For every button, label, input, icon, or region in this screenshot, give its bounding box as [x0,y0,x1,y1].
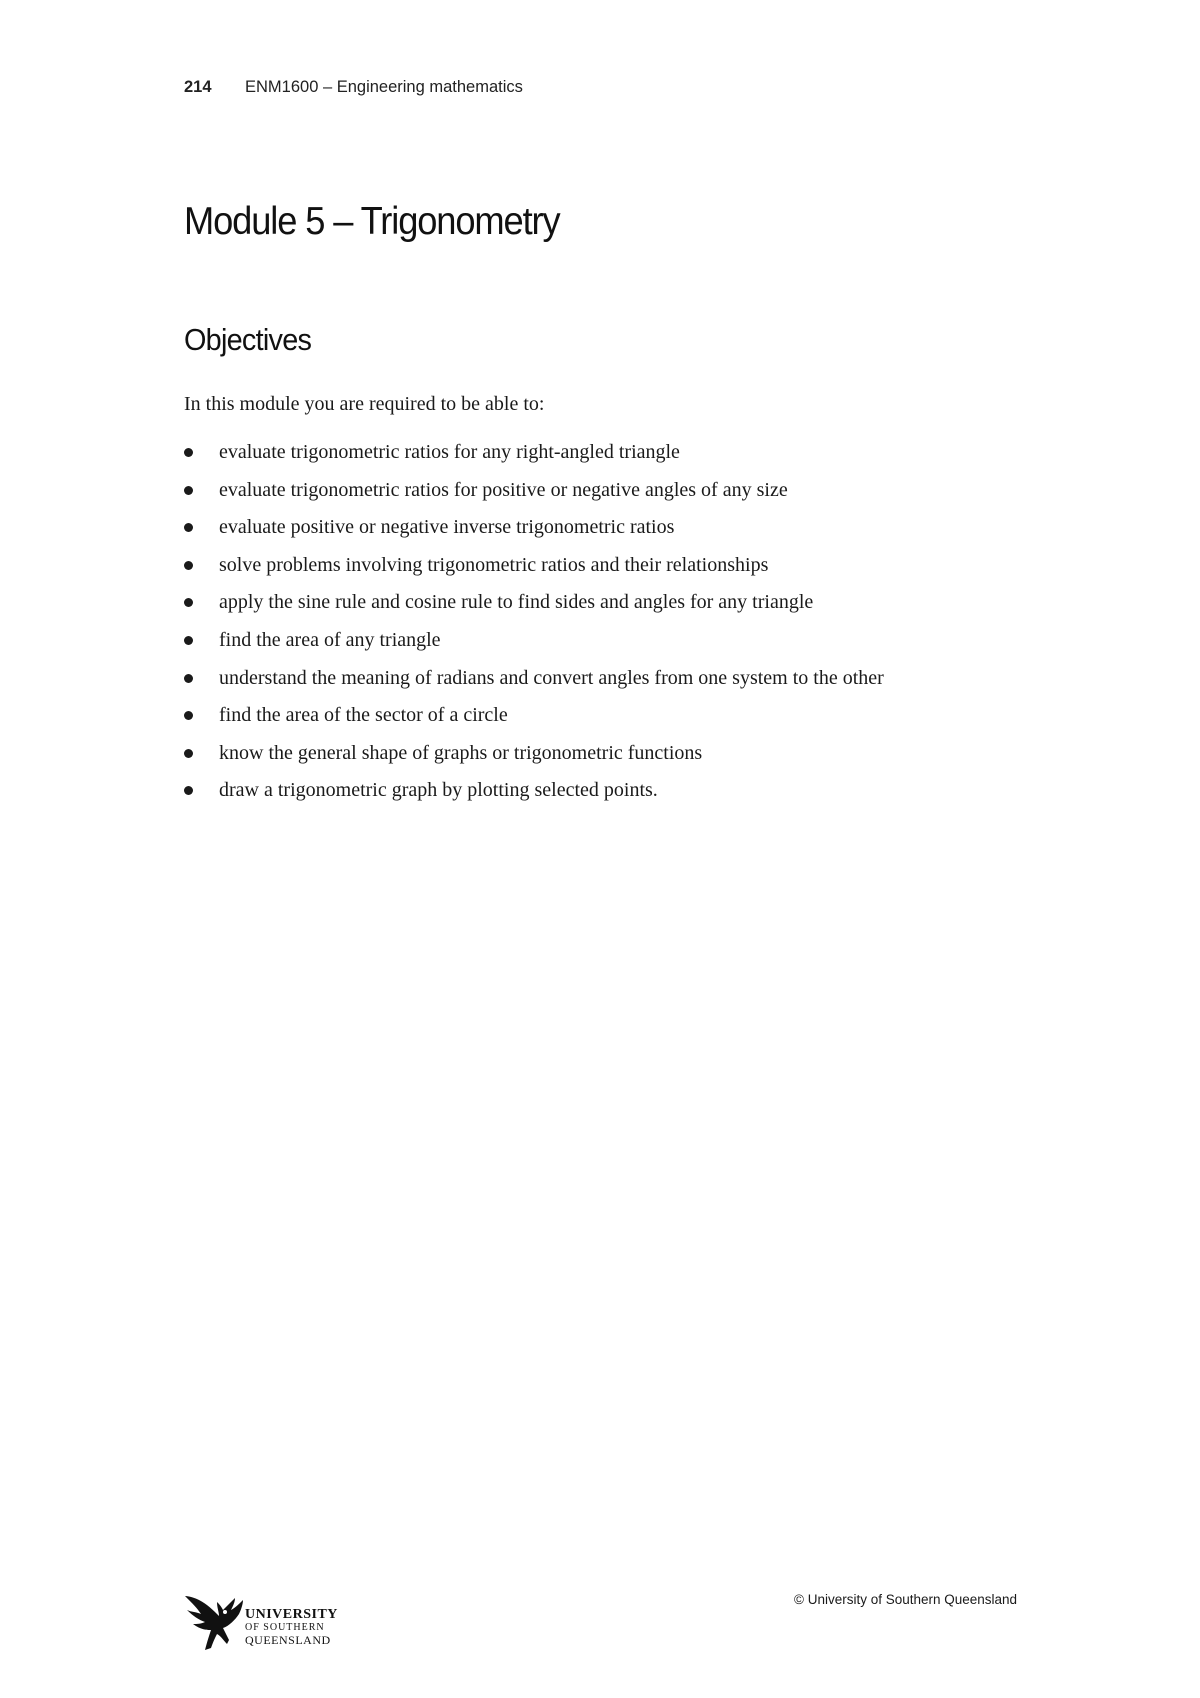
bullet-icon [184,749,193,758]
list-item: find the area of any triangle [184,628,884,666]
list-item: evaluate positive or negative inverse trigonometric ratios [184,515,884,553]
page-header [184,78,523,97]
list-item: evaluate trigonometric ratios for any right-angled triangle [184,440,884,478]
list-item: find the area of the sector of a circle [184,703,884,741]
bullet-icon [184,674,193,683]
bullet-icon [184,636,193,645]
bullet-icon [184,523,193,532]
bullet-icon [184,561,193,570]
logo-wordmark [245,1608,338,1646]
module-title: Module 5 – Trigonometry [184,200,560,243]
list-item: draw a trigonometric graph by plotting selected points. [184,778,884,816]
list-item: solve problems involving trigonometric ratios and their relationships [184,553,884,591]
bullet-icon [184,598,193,607]
bullet-icon [184,711,193,720]
list-item: apply the sine rule and cosine rule to find sides and angles for any triangle [184,590,884,628]
phoenix-icon [183,1590,245,1656]
section-heading-objectives: Objectives [184,322,312,357]
list-item: know the general shape of graphs or trigonometric functions [184,741,884,779]
logo-line-2: OF SOUTHERN [245,1622,325,1633]
objectives-list [184,440,884,816]
running-title: ENM1600 – Engineering mathematics [245,78,523,96]
intro-text: In this module you are required to be able to: [184,393,545,415]
bullet-icon [184,448,193,457]
bullet-icon [184,486,193,495]
university-logo [183,1590,343,1660]
bullet-icon [184,786,193,795]
page-number: 214 [184,78,212,96]
logo-line-3: QUEENSLAND [245,1633,331,1647]
copyright-notice: © University of Southern Queensland [794,1592,1018,1607]
logo-line-1: UNIVERSITY [245,1607,338,1622]
list-item: evaluate trigonometric ratios for positive or negative angles of any size [184,478,884,516]
list-item: understand the meaning of radians and convert angles from one system to the other [184,666,884,704]
